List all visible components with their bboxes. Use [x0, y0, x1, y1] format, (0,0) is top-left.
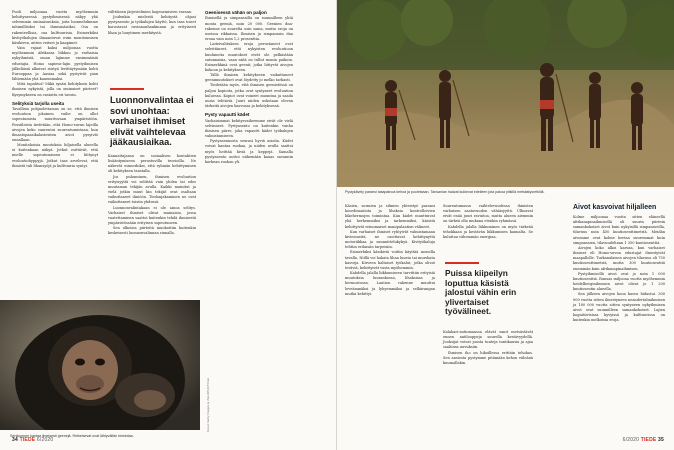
- paragraph: Joidenkin mielestä kehitystä ohjasi pystyasento ja työkalujen käyttö, kun taas toiset korostavat ravinnonhankinnan ja erityisesti lihan ja luuytimen merkitystä.: [108, 15, 196, 35]
- hadza-illustration: [337, 0, 674, 187]
- left-column-2-continued: [108, 154, 196, 237]
- section-heading: Geenisessä vähän on paljon: [205, 10, 267, 15]
- paragraph: Pystyasennosta seurasi hyviä asioita. Kädet voivat kantaa ruokaa, ja niiden avulla saattoi myös heittää kiviä ja keppejä. Samalla pystyasento auttoi näkemään kauas savannin korkean ruohon yli.: [205, 139, 293, 164]
- paragraph: Ihmisen iho on hikoillessa erittäin tehokas. Sen ansiosta pystymme pitämään kehon viileänä kuumallakin.: [443, 350, 533, 365]
- paragraph: Kalahari-autiomaassa elävät sanit metsästävät ennen antilooppeja suurella kestävyydellä. Juoksijat voivat juosta tunteja tuntikausia ja ajaa saaliinsa uuvuksiin.: [443, 330, 533, 350]
- paragraph: Sen ulkoisia piirteitä muokattiin kuitenkin keskeisesti luonnonvalinnan rinnalla.: [108, 226, 196, 236]
- paragraph: Kahdella jalalla liikkuminen on myös tärkeää tehokkaan ja kestävän liikkumisen kannalta. Se kuluttaa vähemmän energiaa.: [443, 224, 533, 239]
- paragraph: Pystyihmisellä aivot ovat jo noin 1 000 kuutiosenttiä. Runsas miljoona vuotta myöhemmin heidelberginihmisen aivot olivat jo 1 200 kuutiosentin alueella.: [573, 271, 665, 292]
- paragraph: Monitahoisia muutoksia hiljaisella alueella ei kuitenkaan näkyä. Jotkut esittävät, että mielle sopeutumiseen ei liittynyt evoluutiohyppyjä. Jotkut taas arvelevat, että ihmistä tuli lihansyöjä ja kulttuuria syntyi.: [12, 143, 98, 168]
- photo-caption: Pystykävely paransi tasapainoa kehoa ja puolestaan. Tansanian hadzat kulkevat edelleen jota pakoa pitkillä metsästysretkillä.: [345, 190, 545, 194]
- paragraph: Ihmisellä ja simpanssilla on suunnilleen yhtä monta geeniä, noin 20 000. Geenien dna-rakenne on suurelta osin sama, mutta eroja on useissa rikkaissa. Ihmisen ja simpanssin dna eroaa vain noin 1,2 prosenttia.: [205, 16, 293, 42]
- paragraph: Puoli miljoonaa vuotta myöhemmin kehittyneessä pystyihmisessä näkyy yhä selvemmin ominaisuuksia, joita luonnehdimme inhimillisiksi tai ihmismäisiksi. Osa on rakenteellisia, osa kulttuurisia. Esimerkiksi kivityökalujen ilmaantuvat esiin monitoimisen käsikiven, aitten veitset ja kaapimet.: [12, 10, 98, 45]
- paragraph: Kahdella jalalla liikkumiseen tarvittiin erityisiä muutoksia luurankossa, lihaksissa ja hermostossa. Lantion rakenne muuttui leveämmäksi ja lyhyemmäksi ja selkärangan mutka kehittyi.: [345, 271, 435, 296]
- chimpanzee-illustration: [0, 300, 200, 430]
- paragraph: välttöinen järjestelmien laajenemiseen varaan.: [108, 10, 193, 14]
- paragraph: Luonnonvalintakaan ei ole ainoa selitys. Varhaiset ihmiset olivat mainaisia, jossa vaatettaminen saattoi kuitenkin tehdä ihmisestä ympäristössään erityisen sopeutuneen.: [108, 205, 196, 226]
- paragraph: Käsien, sormien ja silmien yhteistyö paransi koordinaatiota ja lihaksia kontrolloivien liikehermojen toimintaa. Kun kädet muuttuivat yhä herkemmiksi ja tarkemmiksi, käsistä kehittyivät erinomaiset manipulaation välineet.: [345, 204, 435, 229]
- photo-credit: Kuvat: Getty Images ja iStockPHOTOnet: [206, 377, 210, 432]
- paragraph: Tiedetään myös, että ihmisen geenistössä on paljon kopioita, jotka ovat syntyneet evoluution kuluessa. Kopiot ovat voineet muuntua ja saada uusia tehtäviä. Juuri niiden uskotaan olevan tärkeitä aivojen kasvussa ja kehityksessä.: [205, 83, 293, 109]
- photo-caption: Serkkumme kantaa ilmeisesti geenejä. Retkeisevat ovat lähtyvällän toimintaa.: [10, 434, 134, 438]
- chimpanzee-photo: [0, 300, 200, 430]
- sidebar-heading: Aivot kasvoivat hiljalleen: [573, 204, 657, 211]
- left-column-1: [12, 10, 98, 169]
- pull-quote: Puissa kiipeilyn loputtua käsistä jalostui vähin erin ylivertaiset työvälineet.: [445, 262, 531, 317]
- pull-quote: Luonnonvalintaa ei sovi unohtaa: varhaiset ihmiset elivät vaihtelevaa jääkausiaikaa.: [110, 88, 196, 148]
- paragraph: Kannattajansa on sosiaalisen kontaktien lisääntymiseen perustuvilla teorioilla. Ne näkevät esimerkiksi, että ryhmän kehittyminen oli kehityksen taustalla.: [108, 154, 196, 174]
- paragraph: Tällä ihmisen kehitykseen vaikuttaneet geenimuutokset ovat löydetty jo melko tarkasti.: [205, 73, 293, 83]
- quote-accent-bar: [445, 262, 479, 264]
- paragraph: Laiteivalituksen eroja perustaneet ovat selvittäneet, että nykyisten evoluutioon kuuluneita muutokset eivät ole pelkästään satunnaisia, vaan niitä on tullut monin paikoin. Esimerkkinä ovat geenit, jotka liittyvät aivojen kokoon ja kehitykseen.: [205, 42, 293, 72]
- paragraph: Varhaisimmat kehitysvaiheemme eivät ole vielä selvinneet. Pystyasento on kuitenkin vanha ihmisen piirre, joka vapautti kädet työkalujen valmistamiseen.: [205, 118, 293, 139]
- paragraph: Aivojen koko alkoi kasvaa, kun varhaiset ihmiset eli Homo-suvun edustajat ilmestyivät maapallolle. Turkanalaisen aivojen tilavuus oli 750 kuutiosenttimetriä, mutta 300 kuutiosenttiä enemmän kuin afrikanapinaihmisen.: [573, 245, 665, 271]
- paragraph: Mitä tapahtui? Mikä sysäsi kehityksen kohti ihmisen nykyistä, jolla on ominaiset piirteet? Kysymykseen on vastattu eri tavoin.: [12, 82, 98, 97]
- left-column-3: [205, 10, 293, 165]
- paragraph: Esimerkiksi käsikiviä voitiin käyttää monella tavalla. Niillä voi hakata lihaa luusta tai murskata kasveja. Kirveen kaltaiset työkalut, jotka olivat teräviä, kehittyivät vasta myöhemmin.: [345, 250, 435, 270]
- right-column-2: [443, 204, 533, 240]
- page-folio-right: 6/2020 TIEDE 35: [622, 437, 664, 443]
- right-page: [337, 0, 674, 450]
- paragraph: Suurentumassa vaihtelevuudessa ihmisten varhaisen saatavuuden vähäisyyttä. Ulkoavat eivät enää juuri ravintoa, mutta alueen aiemmin on tärkeä olla mukana etenkin ryhmässä.: [443, 204, 533, 224]
- left-page: [0, 0, 336, 450]
- hadza-hunters-photo: [337, 0, 674, 187]
- right-column-3-sidebar: [573, 204, 665, 323]
- section-heading: Pysty vapautti kädet: [205, 112, 250, 118]
- left-column-2: [108, 10, 196, 36]
- section-heading: Selityksiä tarjolla useita: [12, 100, 65, 106]
- paragraph: Vain vajaat kaksi miljoonaa vuotta myöhemmin Afrikassa liikkuu jo varhaisia nykyihmisiä, oman lajimme ensimmäisiä edustajia. Homo sapiens-lajin pystyihmisen jälkeläisiä alkoivat siirtyä levittäytymään kohti Eurooppaa ja Aasiaa sekä pystyivät pian lähtemään yhä kauemmaksi.: [12, 46, 98, 82]
- quote-accent-bar: [110, 88, 144, 90]
- paragraph: Kun varhaiset ihmiset ryhtyivät valmistamaan kiviesineitä, ne osoittavat kehittynyttä motoriikkaa ja suunnittelukykyä. Kivityökaluja tehtiin erilaisiin tarpeisiin.: [345, 229, 435, 250]
- page-folio-left: 34 TIEDE 6/2020: [12, 437, 54, 443]
- paragraph: Kolme miljoonaa vuotta sitten eläneellä afrikanapinaihmisellä oli suurin piirtein samankokoiset aivot kuin nykyisillä simpansseilla, tilavuus noin 450 kuutiosenttimetriä. Meidän aivomme ovat kolme kertaa suuremmat kuin simpanssien, tilavuudeltaan 1 350 kuutiosenttiä.: [573, 215, 665, 245]
- paragraph: Tavallisin pohjaolettamus on se, että ihmisen evoluution jokainen vaihe on ollut sopeutumista muuttuvaan ympäristöön. Fossiileista tiedetään, että Homo-suvun lajeilla aivojen koko suurentui suurentumistaan, kun ilmastopaasikalasteisten aivot pysyivät ennallaan.: [12, 107, 98, 142]
- right-column-2-continued: [443, 330, 533, 366]
- paragraph: Jos puhuminen, ihmisen evoluution erityisyyttä voi selittää vain yhden tai edes muutaman tekijän avulla. Kaikki mainitut ja vielä jotkin muut kin tekijät ovat osaltaan vaikuttaneet ilmiöön. Tiedonjakaminen ne ovat vaikuttaneet toisiin yhdessä.: [108, 174, 196, 205]
- right-column-1: [345, 204, 435, 297]
- paragraph: Sen jälkeen aivojen koon kasvu hidastui. 300 000 vuotta sitten ilmestyneen neandertalinihmisen ja 180 000 vuotta sitten syntyneen nykyihmisen aivot ovat suunnilleen samankokoiset. Lajien kognitiivisissa kyvyissä ja kulttuurissa on kuitenkin melkoisia eroja.: [573, 292, 665, 323]
